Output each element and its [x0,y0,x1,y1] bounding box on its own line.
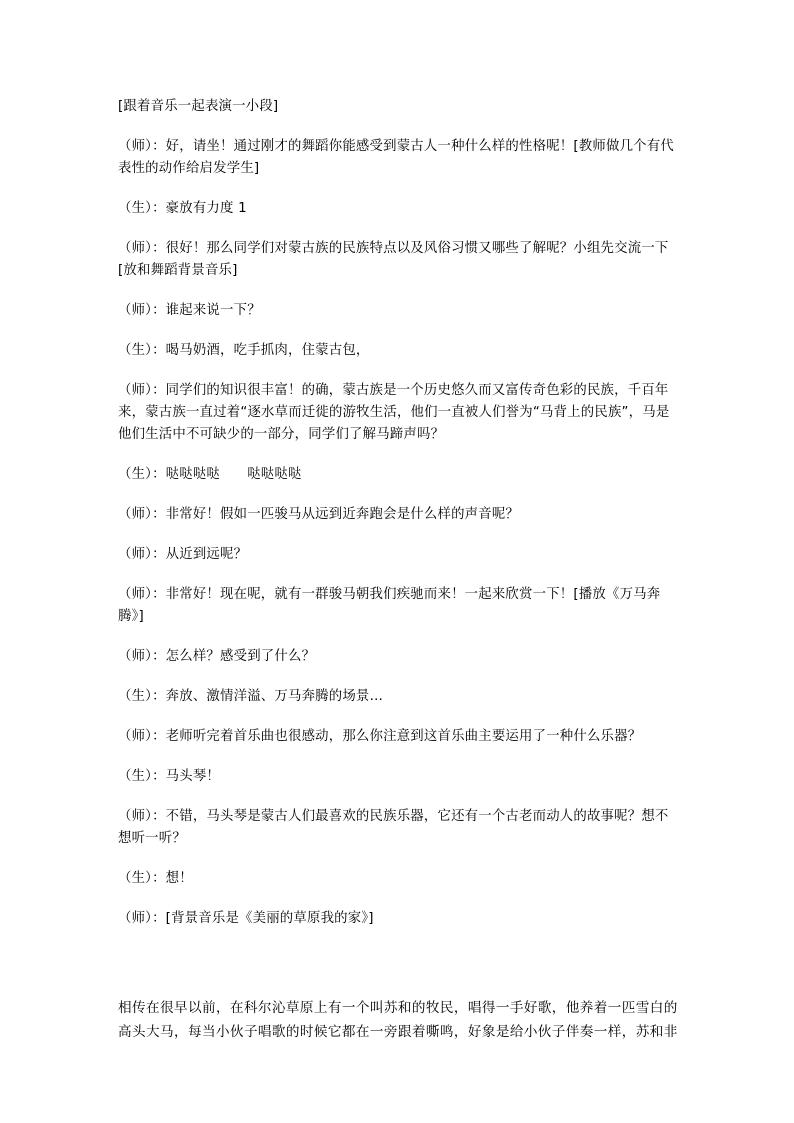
paragraph-5: （师）：谁起来说一下？ [118,303,261,318]
document-page [118,96,678,1044]
paragraph-17: （生）：想！ [118,871,193,886]
paragraph-2: （师）：好，请坐！通过刚才的舞蹈你能感受到蒙古人一种什么样的性格呢！[教师做几个有代表性的动作给启发学生] [118,139,674,176]
paragraph-3: （生）：豪放有力度 1 [118,201,247,216]
paragraph-16: （师）：不错，马头琴是蒙古人们最喜欢的民族乐器，它还有一个古老而动人的故事呢？想不想听一听？ [118,809,669,846]
paragraph-7: （师）：同学们的知识很丰富！的确，蒙古族是一个历史悠久而又富传奇色彩的民族，千百年来，蒙古族一直过着“逐水草而迁徙的游牧生活，他们一直被人们誉为“马背上的民族”，马是他们生活中不可缺少的一部分，同学们了解马蹄声吗？ [118,383,670,442]
paragraph-1: [跟着音乐一起表演一小段] [118,99,279,114]
paragraph-12: （师）：怎么样？感受到了什么？ [118,649,316,664]
section-gap [118,948,678,996]
paragraph-10: （师）：从近到远呢？ [118,547,248,562]
paragraph-15: （生）：马头琴！ [118,769,221,784]
paragraph-13: （生）：奔放、激情洋溢、万马奔腾的场景… [118,689,384,704]
paragraph-14: （师）：老师听完着首乐曲也很感动，那么你注意到这首乐曲主要运用了一种什么乐器？ [118,729,642,744]
paragraph-11: （师）：非常好！现在呢，就有一群骏马朝我们疾驰而来！一起来欣赏一下！[播放《万马奔腾》] [118,587,661,624]
story-paragraph: 相传在很早以前，在科尔沁草原上有一个叫苏和的牧民，唱得一手好歌，他养着一匹雪白的高头大马，每当小伙子唱歌的时候它都在一旁跟着嘶鸣，好象是给小伙子伴奏一样，苏和非 [118,1000,678,1040]
paragraph-6: （生）：喝马奶酒，吃手抓肉，住蒙古包， [118,343,370,358]
paragraph-4: （师）：很好！那么同学们对蒙古族的民族特点以及风俗习惯又哪些了解呢？小组先交流一下[放和舞蹈背景音乐] [118,241,669,278]
paragraph-9: （师）：非常好！假如一匹骏马从远到近奔跑会是什么样的声音呢？ [118,507,520,522]
paragraph-18: （师）：[背景音乐是《美丽的草原我的家》] [118,911,374,926]
paragraph-8: （生）：哒哒哒哒 哒哒哒哒 [118,467,302,482]
